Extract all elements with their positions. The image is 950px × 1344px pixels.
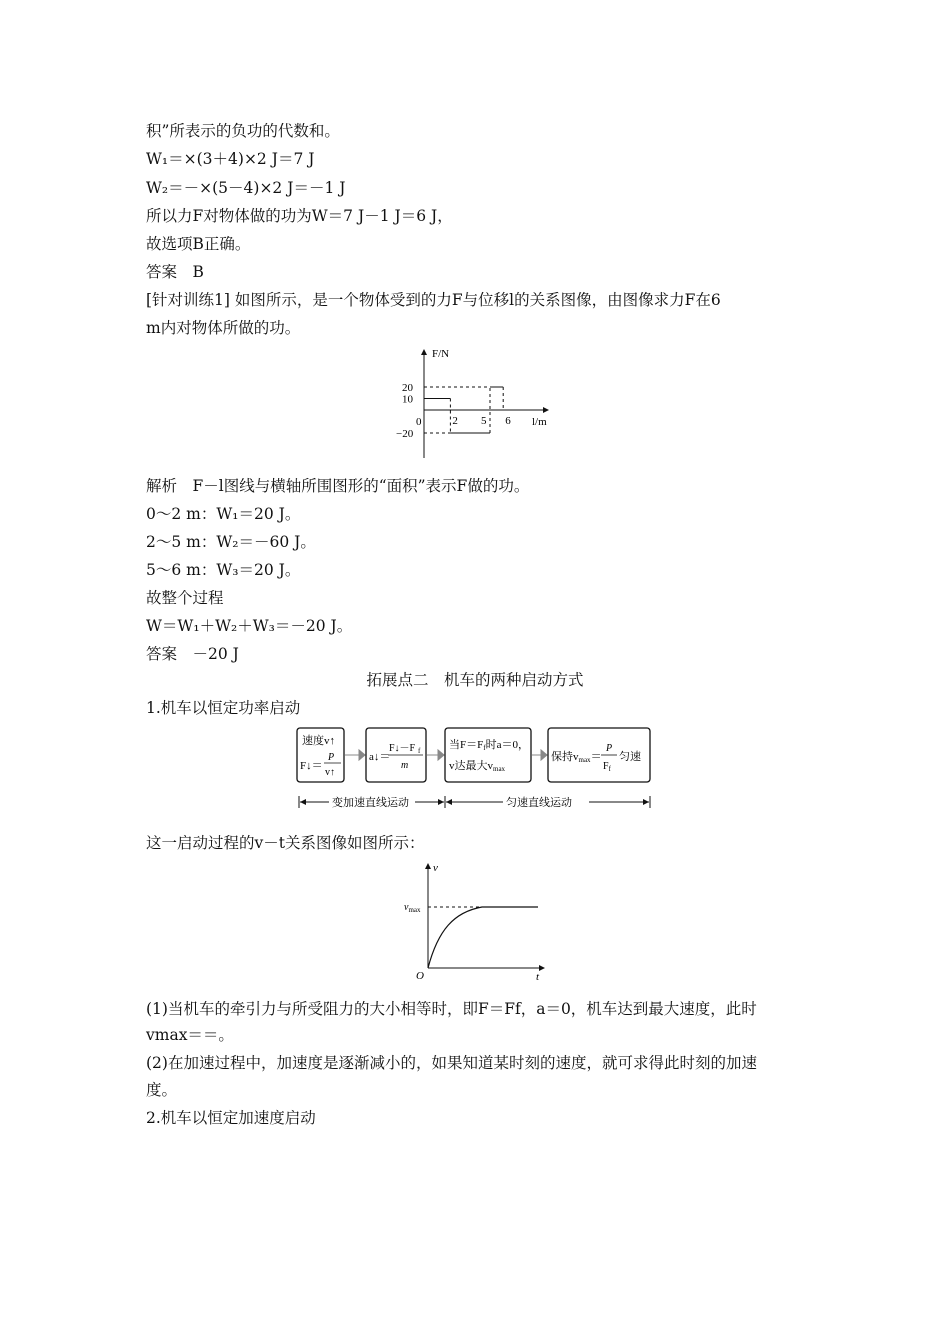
svg-text:保持vmax＝: 保持vmax＝ [551,751,602,764]
svg-text:a↓＝: a↓＝ [369,751,391,763]
force-displacement-chart [396,344,566,462]
note-line: (2)在加速过程中，加速度是逐渐减小的，如果知道某时刻的速度，就可求得此时刻的加速 [146,1054,757,1072]
x-tick-label: 5 [481,415,487,427]
flow-arrow [345,750,365,760]
svg-text:匀速: 匀速 [619,751,641,763]
vt-intro: 这一启动过程的v－t关系图像如图所示： [146,834,425,852]
svg-text:P: P [606,743,613,754]
svg-text:f: f [418,747,421,755]
x-tick-label: 6 [505,415,511,427]
svg-text:当F＝Ff时a＝0，: 当F＝Ff时a＝0， [449,739,529,752]
velocity-time-chart [396,858,556,982]
flow-arrow [427,750,444,760]
solution-line: 5～6 m：W₃＝20 J。 [146,561,301,579]
solution-line: 解析 F－l图线与横轴所围图形的“面积”表示F做的功。 [146,477,530,495]
solution-line: W＝W₁＋W₂＋W₃＝－20 J。 [146,617,353,635]
x-axis-label: t [536,971,540,982]
svg-text:v达最大vmax: v达最大vmax [449,760,506,773]
svg-text:Ff: $F_f$ [603,761,611,773]
note-line: vmax＝＝。 [146,1026,234,1044]
velocity-curve [428,907,538,968]
text-line: W₂＝－×(5－4)×2 J＝－1 J [146,179,346,197]
span-label-2: 匀速直线运动 [506,797,572,809]
origin-label: O [416,970,424,982]
solution-line: 故整个过程 [146,589,224,607]
y-tick-label: 20 [402,382,413,394]
answer-line: 答案 －20 J [146,645,239,663]
text-line: W₁＝×(3＋4)×2 J＝7 J [146,150,315,168]
text-line: 故选项B正确。 [146,235,251,253]
svg-text:P: P [328,752,335,763]
subsection-title: 1.机车以恒定功率启动 [146,699,301,717]
exercise-line: [针对训练1] 如图所示，是一个物体受到的力F与位移l的关系图像，由图像求力F在6 [146,291,721,309]
flow-arrow [532,750,547,760]
text-line: 所以力F对物体做的功为W＝7 J－1 J＝6 J， [146,207,453,225]
section-title: 拓展点二 机车的两种启动方式 [366,671,584,689]
svg-text:v↑: v↑ [325,767,335,778]
solution-line: 0～2 m：W₁＝20 J。 [146,505,301,523]
y-tick-label: −20 [396,428,414,440]
note-line: (1)当机车的牵引力与所受阻力的大小相等时，即F＝Ff，a＝0，机车达到最大速度，此时 [146,1000,757,1018]
x-tick-label: 2 [452,415,458,427]
constant-power-flow-diagram [295,726,655,812]
y-axis-label: v [433,862,438,874]
y-tick-label: 10 [402,393,413,406]
flow-box-3 [445,728,531,782]
origin-label: 0 [416,416,422,428]
solution-line: 2～5 m：W₂＝－60 J。 [146,533,316,551]
span-label-1: 变加速直线运动 [332,797,409,809]
svg-text:F↓－F: F↓－F [389,743,416,754]
svg-text:速度v↑: 速度v↑ [302,735,335,747]
text-line: 积”所表示的负功的代数和。 [146,122,340,140]
answer-line: 答案 B [146,263,204,281]
svg-text:m: m [401,760,409,771]
x-axis-label: l/m [532,416,547,428]
exercise-line: m内对物体所做的功。 [146,319,301,337]
vmax-label: $v_{max}$ [404,902,421,914]
note-line: 度。 [146,1081,178,1099]
y-axis-label: F/N [432,348,450,360]
subsection-title: 2.机车以恒定加速度启动 [146,1109,316,1127]
svg-text:F↓＝: F↓＝ [300,760,323,772]
